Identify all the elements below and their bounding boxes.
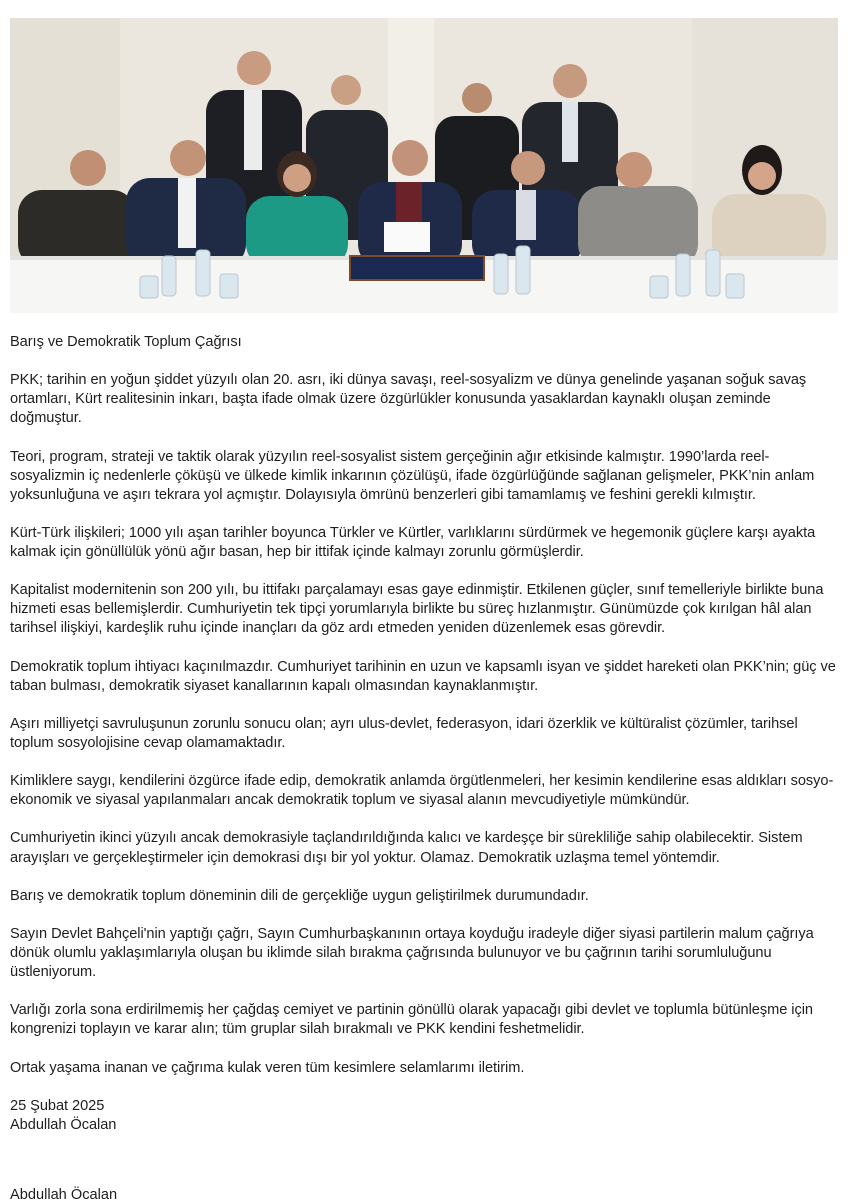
paragraph-9: Barış ve demokratik toplum döneminin dili de gerçekliğe uygun geliştirilmek durumundadır. bbox=[10, 887, 589, 904]
statement-document bbox=[10, 333, 838, 1135]
paragraph-12: Ortak yaşama inanan ve çağrıma kulak veren tüm kesimlere selamlarımı iletirim. bbox=[10, 1059, 525, 1076]
paragraph-3: Kürt-Türk ilişkileri; 1000 yılı aşan tarihler boyunca Türkler ve Kürtler, varlıklarını sürdürmek ve hegemonik güçlere karşı ayakta kalmak için gönüllülük yönü ağır basan, hep bir ittifak içinde kalmayı zorunlu görmüşlerdir. bbox=[10, 524, 816, 561]
cut-off-line: Abdullah Öcalan bbox=[10, 1187, 118, 1200]
paragraph-2: Teori, program, strateji ve taktik olarak yüzyılın reel-sosyalist sistem gerçeğinin ağır etkisinde kalmıştır. 1990’larda reel-sosyalizmin iç nedenlerle çöküşü ve ülkede kimlik inkarının çözülüşü, ifade özgürlüğünde sağlanan gelişmeler, PKK’nin anlam yoksunluğuna ve aşırı tekrara yol açmıştır. Dolayısıyla ömrünü benzerleri gibi tamamlamış ve feshini gerekli kılmıştır. bbox=[10, 448, 815, 503]
document-date: 25 Şubat 2025 bbox=[10, 1097, 105, 1114]
paragraph-8: Cumhuriyetin ikinci yüzyılı ancak demokrasiyle taçlandırıldığında kalıcı ve kardeşçe bir sürekliliğe sahip olabilecektir. Sistem arayışları ve gerçekleştirmeler için demokrasi dışı bir yol yoktur. Olamaz. Demokratik uzlaşma temel yöntemdir. bbox=[10, 830, 803, 866]
paragraph-11: Varlığı zorla sona erdirilmemiş her çağdaş cemiyet ve partinin gönüllü olarak yapacağı gibi devlet ve toplumla bütünleşme için kongrenizi toplayın ve karar alın; tüm gruplar silah bırakmalı ve PKK kendini feshetmelidir. bbox=[10, 1002, 813, 1038]
group-photo bbox=[10, 18, 838, 313]
document-title: Barış ve Demokratik Toplum Çağrısı bbox=[10, 334, 242, 350]
group-photo-icon bbox=[10, 18, 838, 313]
paragraph-6: Aşırı milliyetçi savruluşunun zorunlu sonucu olan; ayrı ulus-devlet, federasyon, idari özerklik ve kültüralist çözümler, tarihsel toplum sosyolojisine cevap olamamaktadır. bbox=[10, 715, 798, 751]
paragraph-10: Sayın Devlet Bahçeli'nin yaptığı çağrı, Sayın Cumhurbaşkanının ortaya koyduğu iradeyle diğer siyasi partilerin malum çağrıya dönük olumlu yaklaşımlarıyla oluşan bu iklimde silah bırakma çağrısında bulunuyor ve bu çağrının tarihi sorumluluğunu üstleniyorum. bbox=[10, 925, 814, 981]
paragraph-5: Demokratik toplum ihtiyacı kaçınılmazdır. Cumhuriyet tarihinin en uzun ve kapsamlı isyan ve şiddet hareketi olan PKK’nin; güç ve taban bulması, demokratik siyaset kanallarının kapalı olmasından kaynaklanmıştır. bbox=[10, 658, 836, 694]
paragraph-1: PKK; tarihin en yoğun şiddet yüzyılı olan 20. asrı, iki dünya savaşı, reel-sosyalizm ve dünya genelinde yaşanan soğuk savaş ortamları, Kürt realitesinin inkarı, başta ifade olmak üzere özgürlükler konusunda yasaklardan kaynaklı oluşan zeminde doğmuştur. bbox=[10, 372, 807, 427]
paragraph-4: Kapitalist modernitenin son 200 yılı, bu ittifakı parçalamayı esas gaye edinmiştir. Etkilenen güçler, sınıf temelleriyle birlikte buna hizmeti esas bellemişlerdir. Cumhuriyetin tek tipçi yorumlarıyla birlikte bu süreç hızlanmıştır. Günümüzde çok kırılgan hâl alan tarihsel ilişkiyi, kardeşlik ruhu içinde inançları da göz ardı etmeden yeniden düzenlemek esas görevdir. bbox=[10, 582, 824, 637]
paragraph-7: Kimliklere saygı, kendilerini özgürce ifade edip, demokratik anlamda örgütlenmeleri, her kesimin kendilerine esas aldıkları sosyo-ekonomik ve siyasal yapılanmaları ancak demokratik toplum ve siyasal alanın mevcudiyetiyle mümkündür. bbox=[10, 773, 834, 809]
document-signature: Abdullah Öcalan bbox=[10, 1116, 117, 1133]
